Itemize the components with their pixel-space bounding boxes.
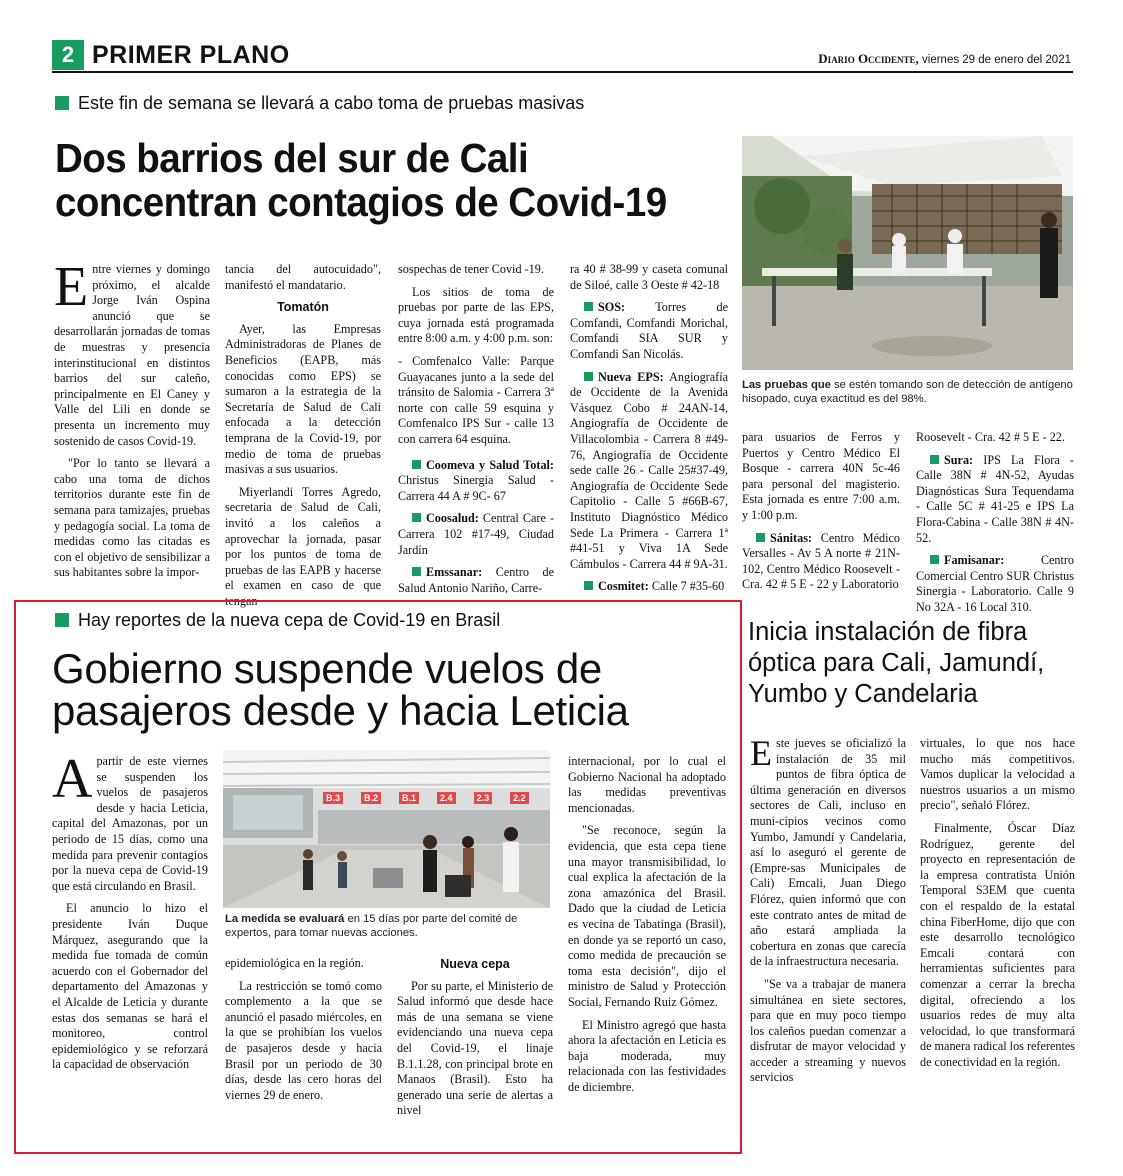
- caption-lead: La medida se evaluará: [225, 913, 345, 925]
- eps-name: Coomeva y Salud Total:: [426, 457, 554, 472]
- paragraph: "Por lo tanto se llevará a cabo una toma de dichos territorios durante este fin de semana para tamizajes, pruebas y pedagogía social. La toma de medidas como las citadas es con el objetivo de sensibilizar a sus habitantes sobre la impor-: [54, 456, 210, 580]
- issue-date: viernes 29 de enero del 2021: [922, 54, 1071, 66]
- green-bullet-icon: [930, 455, 939, 464]
- article1-column-4: [570, 262, 728, 600]
- green-square-icon: [55, 613, 69, 627]
- subheading-nueva-cepa: Nueva cepa: [440, 957, 510, 971]
- article2-photo-caption: [225, 912, 555, 940]
- paragraph: para usuarios de Ferros y Puertos y Centro Médico El Bosque - carrera 40N 5c-46 para personal del magisterio. Esta jornada es entre 7:00 a.m. y 1:00 p.m.: [742, 430, 900, 522]
- article1-kicker: [55, 92, 584, 114]
- gate-sign: B.3: [323, 792, 343, 804]
- green-bullet-icon: [584, 372, 593, 381]
- caption-text: en 15 días por parte del comité de expertos, para tomar nuevas acciones.: [225, 913, 518, 939]
- header-rule: [52, 71, 1073, 73]
- gate-sign: 2.3: [474, 792, 493, 804]
- testing-tent-photo: [742, 136, 1073, 370]
- paragraph: Los sitios de toma de pruebas por parte de las EPS, cuya jornada está programada entre 8:00 a.m. y 4:00 p.m. son:: [398, 284, 554, 346]
- paragraph: Ayer, las Empresas Administradoras de Planes de Beneficios (EAPB, más conocidas como EPS) se sumaron a la estrategia de la Secretaría de Salud de Cali enfocada a la detección temprana de la Covid-19, por medio de toma de pruebas masivas a sus usuarios.: [225, 321, 381, 477]
- eps-name: Sánitas:: [770, 530, 812, 545]
- dropcap: E: [750, 733, 772, 773]
- green-bullet-icon: [930, 555, 939, 564]
- paragraph: Miyerlandi Torres Agredo, secretaria de Salud de Cali, invitó a los caleños a aprovechar la jornada, pasar por los puntos de toma de pruebas de las EAPB y hacerse el examen en caso de que tengan: [225, 484, 381, 608]
- paragraph: tancia del autocuidado", manifestó el mandatario.: [225, 262, 381, 292]
- eps-name: Sura:: [944, 452, 974, 467]
- green-square-icon: [55, 96, 69, 110]
- article1-column-6: [916, 430, 1074, 614]
- paragraph: Roosevelt - Cra. 42 # 5 E - 22.: [916, 430, 1065, 444]
- article1-column-2: [225, 262, 381, 608]
- green-bullet-icon: [412, 513, 421, 522]
- paragraph: virtuales, lo que nos hace mucho más competitivos. Vamos duplicar la velocidad a nuestros usuarios a un mismo precio", señaló Flórez.: [920, 736, 1075, 813]
- paragraph: "Se reconoce, según la evidencia, que esta cepa tiene una mayor transmisibilidad, lo cual explica la afectación de la zona amazónica del Brasil. Dado que la ciudad de Leticia es vecina de Tabatinga (Brasil), en donde ya se reportó un caso, como medida de precaución se toma esta decisión", dijo el ministro de Salud y Protección Social, Fernando Ruiz Gómez.: [568, 823, 726, 1009]
- green-bullet-icon: [412, 567, 421, 576]
- masthead: [818, 52, 1071, 67]
- article3-headline: Inicia instalación de fibra óptica para Cali, Jamundí, Yumbo y Candelaria: [748, 618, 1045, 708]
- paragraph: Calle 7 #35-60: [648, 579, 725, 594]
- eps-name: Coosalud:: [426, 511, 479, 526]
- green-bullet-icon: [584, 581, 593, 590]
- green-bullet-icon: [756, 533, 765, 542]
- article1-headline: Dos barrios del sur de Cali concentran contagios de Covid-19: [55, 135, 667, 225]
- paragraph: Centro Médico Versalles - Av 5 A norte # 21N-102, Centro Médico Roosevelt - Cra. 42 # 5 E - 22 y Laboratorio: [742, 530, 900, 592]
- article2-headline: Gobierno suspende vuelos de pasajeros desde y hacia Leticia: [52, 645, 629, 734]
- article1-column-3: [398, 262, 554, 600]
- article1-photo-caption: [742, 378, 1073, 406]
- eps-name: Nueva EPS:: [598, 369, 664, 384]
- paragraph: Christus Sinergia Salud - Carrera 44 A # 9C- 67: [398, 473, 554, 503]
- article1-column-1: [54, 256, 210, 600]
- article2-column-2: [225, 956, 382, 1136]
- article3-column-1: [750, 733, 906, 1156]
- airport-photo: [223, 750, 550, 908]
- paragraph: La restricción se tomó como complemento a la que se anunció el pasado miércoles, en la que se prohibían los vuelos de pasajeros desde y hacia Brasil por un periodo de 30 días, desde las cero horas del viernes 29 de enero.: [225, 978, 382, 1102]
- article2-column-3: [397, 953, 553, 1136]
- eps-name: SOS:: [598, 300, 626, 315]
- paragraph: internacional, por lo cual el Gobierno Nacional ha adoptado las medidas preventivas mencionadas.: [568, 754, 726, 815]
- paragraph: Central Care - Carrera 102 #17-49, Ciudad Jardín: [398, 511, 554, 557]
- subheading-tomaton: Tomatón: [277, 300, 329, 315]
- paragraph: IPS La Flora - Calle 38N # 4N-52, Ayudas Diagnósticas Sura Tequendama - Calle 5C # 41-25 e IPS La Flora-Cabina - Calle 38N # 4N-52.: [916, 452, 1074, 545]
- paragraph: Centro de Salud Antonio Nariño, Carre-: [398, 565, 554, 595]
- paragraph: El anuncio lo hizo el presidente Iván Duque Márquez, asegurando que la medida fue tomada de común acuerdo con el Gobernador del departamento del Amazonas y el Alcalde de Leticia y durante estas dos semanas se hará el monitoreo, control epidemiológico y se reforzará la capacidad de observación: [52, 901, 208, 1072]
- page-number: 2: [52, 40, 84, 70]
- paragraph: Finalmente, Óscar Díaz Rodríguez, gerente del proyecto en representación de la empresa contratista Unión Temporal S3EM que cuenta con el respaldo de la estatal china FiberHome, dijo que con este desarrollo tecnológico Emcali contará con herramientas suficientes para comenzar a cerrar la brecha digital, ofreciendo a los usuarios redes de muy alta velocidad, lo que transformará de manera radical los referentes de conectividad en la región.: [920, 820, 1075, 1069]
- article2-column-4: [568, 754, 726, 1136]
- paragraph: sospechas de tener Covid -19.: [398, 262, 544, 276]
- green-bullet-icon: [412, 460, 421, 469]
- paragraph: - Comfenalco Valle: Parque Guayacanes junto a la sede del tránsito de Salomia - Carrera 3ª norte con calle 59 esquina y Comfenalco IPS Sur - calle 13 con carrera 64 esquina.: [398, 353, 554, 446]
- gate-sign: B.1: [399, 792, 419, 804]
- dropcap: E: [54, 256, 89, 318]
- gate-sign: 2.4: [437, 792, 456, 804]
- paragraph: Centro Comercial Centro SUR Christus Sinergia - Laboratorio. Calle 9 No 32A - 16 Local 310.: [916, 553, 1074, 614]
- eps-name: Famisanar:: [944, 553, 1005, 568]
- paragraph: ra 40 # 38-99 y caseta comunal de Siloé, calle 3 Oeste # 42-18: [570, 262, 728, 292]
- article2-kicker: [55, 609, 500, 631]
- caption-text: se estén tomando son de detección de antígeno hisopado, cuya exactitud es del 98%.: [742, 379, 1073, 405]
- eps-name: Cosmitet:: [598, 579, 649, 594]
- article1-column-5: [742, 430, 900, 600]
- gate-sign: 2.2: [510, 792, 529, 804]
- paragraph: Por su parte, el Ministerio de Salud informó que desde hace más de una semana se viene evidenciando una nueva cepa del Covid-19, el linaje B.1.1.28, con principal brote en Manaos (Brasil). Esto ha generado una serie de alertas a nivel: [397, 978, 553, 1118]
- paragraph: Angiografía de Occidente de la Avenida Vásquez Cobo # 24AN-14, Angiografía de Occidente de Villacolombia - Carrera 8 #49-76, Angiografía de Occidente sede calle 26 - Calle 25#37-49, Angiografía de Occidente Sede Capitolio - Calle 5 #66B-67, Instituto Diagnóstico Médico Sede La Primera - Carrera 1ª #41-51 y Viva 1A Sede Cámbulos - Carrera 44 # 9A-31.: [570, 369, 728, 571]
- caption-lead: Las pruebas que: [742, 379, 831, 391]
- paragraph: epidemiológica en la región.: [225, 956, 364, 970]
- paragraph: ntre viernes y domingo próximo, el alcalde Jorge Iván Ospina anunció que se desarrollarán jornadas de tomas de muestras y presencia interinstitucional en distintos barrios del sur caleño, principalmente en El Caney y Valle del Lili en donde se presenta un incremento muy sostenido de casos Covid-19.: [54, 262, 210, 448]
- dropcap: A: [52, 748, 93, 810]
- paragraph: El Ministro agregó que hasta ahora la afectación en Leticia es baja moderada, muy relacionada con las festividades de diciembre.: [568, 1017, 726, 1094]
- paper-name: Diario Occidente,: [818, 51, 919, 66]
- article2-kicker-text: Hay reportes de la nueva cepa de Covid-19 en Brasil: [78, 610, 501, 630]
- paragraph: "Se va a trabajar de manera simultánea en siete sectores, para que en muy poco tiempo los caleños puedan comenzar a disfrutar de mayor velocidad y acceder a streaming y nuevos servicios: [750, 976, 906, 1085]
- gate-sign: B.2: [361, 792, 381, 804]
- paragraph: ste jueves se oficializó la instalación de 35 mil puntos de fibra óptica de última generación en diversos sectores de Cali, incluso en muni-cipios vecinos como Yumbo, Jamundí y Candelaria, así lo aseguró el gerente de (Empre-sas Municipales de Cali) Emcali, Juan Diego Flórez, quien informó que con este contrato antes de mitad de año estará ampliada la cobertura en zonas que carecía de la infraestructura necesaria.: [750, 736, 906, 969]
- article2-column-1: [52, 748, 208, 1134]
- section-title: PRIMER PLANO: [92, 41, 290, 69]
- article1-kicker-text: Este fin de semana se llevará a cabo toma de pruebas masivas: [78, 93, 585, 113]
- eps-name: Emssanar:: [426, 565, 483, 580]
- green-bullet-icon: [584, 302, 593, 311]
- article3-column-2: [920, 736, 1075, 1156]
- paragraph: Torres de Comfandi, Comfandi Morichal, Comfandi SIA SUR y Comfandi San Nicolás.: [570, 300, 728, 361]
- paragraph: partir de este viernes se suspenden los vuelos de pasajeros desde y hacia Leticia, capital del Amazonas, por un periodo de 15 días, como una medida para prevenir contagios por la nueva cepa de Covid-19 que está circulando en Brasil.: [52, 754, 208, 893]
